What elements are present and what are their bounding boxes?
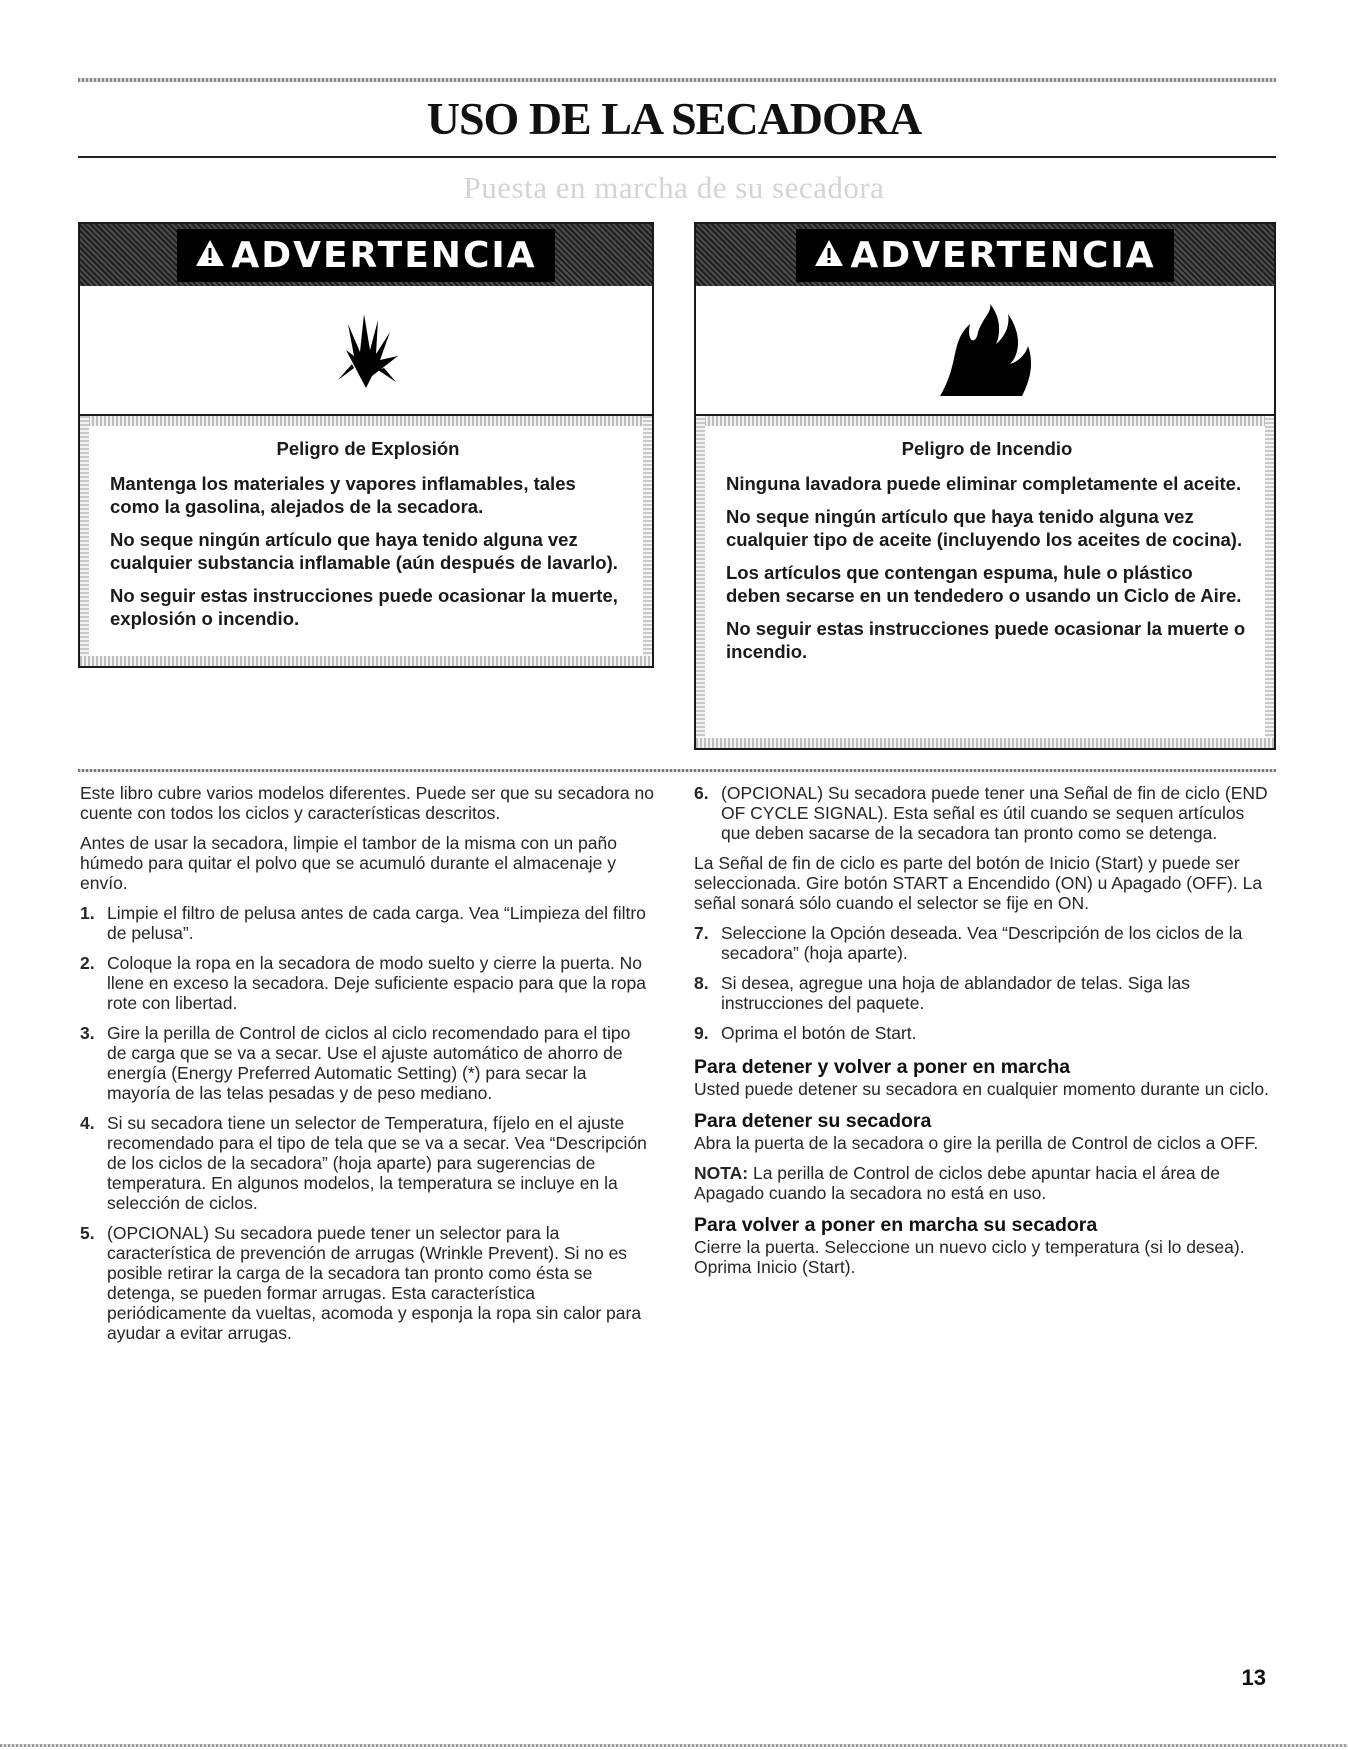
right-column	[694, 783, 1274, 1287]
hatch-side	[80, 416, 89, 666]
section-heading: Para detener y volver a poner en marcha	[694, 1056, 1071, 1078]
list-item	[80, 953, 654, 1013]
hazard-title: Peligro de Explosión	[276, 438, 460, 459]
page-number: 13	[1241, 1665, 1266, 1690]
list-item	[694, 783, 1274, 843]
list-number: 3.	[80, 1023, 95, 1043]
note-text: La perilla de Control de ciclos debe apuntar hacia el área de Apagado cuando la secadora no está en uso.	[694, 1163, 1220, 1203]
explosion-icon	[326, 310, 406, 390]
note-paragraph	[694, 1163, 1274, 1203]
list-text: Limpie el filtro de pelusa antes de cada carga. Vea “Limpieza del filtro de pelusa”.	[107, 903, 646, 943]
section-text: Usted puede detener su secadora en cualquier momento durante un ciclo.	[694, 1079, 1269, 1099]
list-text: Oprima el botón de Start.	[721, 1023, 917, 1043]
warning-paragraph: No seque ningún artículo que haya tenido alguna vez cualquier substancia inflamable (aún después de lavarlo).	[110, 529, 618, 573]
fire-icon	[930, 302, 1040, 398]
list-number: 6.	[694, 783, 709, 803]
list-text: (OPCIONAL) Su secadora puede tener una Señal de fin de ciclo (END OF CYCLE SIGNAL). Esta señal es útil cuando se sequen artículos que deben sacarse de la secadora tan pronto como se detenga.	[721, 783, 1268, 843]
hazard-icon-area	[696, 286, 1274, 416]
left-column	[80, 783, 654, 1353]
warning-label-text: ADVERTENCIA	[231, 234, 537, 276]
warning-label	[796, 229, 1173, 282]
hatch-band	[80, 656, 652, 666]
warning-paragraph: Los artículos que contengan espuma, hule o plástico deben secarse en un tendedero o usando un Ciclo de Aire.	[726, 562, 1242, 606]
warning-triangle-icon	[814, 235, 844, 276]
list-sub-paragraph: La Señal de fin de ciclo es parte del botón de Inicio (Start) y puede ser seleccionada. Gire botón START a Encendido (ON) u Apagado (OFF). La señal sonará sólo cuando el selector se fije en ON.	[694, 853, 1263, 913]
top-decorative-rule	[78, 78, 1276, 82]
warning-box-fire	[694, 222, 1276, 750]
section-text: Abra la puerta de la secadora o gire la perilla de Control de ciclos a OFF.	[694, 1133, 1259, 1153]
section-heading: Para volver a poner en marcha su secadora	[694, 1214, 1098, 1236]
section-divider	[78, 769, 1276, 772]
hatch-band	[696, 738, 1274, 748]
list-text: Si su secadora tiene un selector de Temperatura, fíjelo en el ajuste recomendado para el tipo de tela que se va a secar. Vea “Descripción de los ciclos de la secadora” (hoja aparte) para sugerencias de temperatura. En algunos modelos, la temperatura se incluye en la selección de ciclos.	[107, 1113, 647, 1213]
hatch-side	[696, 416, 705, 748]
hazard-title: Peligro de Incendio	[901, 438, 1073, 459]
bottom-decorative-rule	[0, 1744, 1348, 1747]
list-number: 7.	[694, 923, 709, 943]
warning-label-text: ADVERTENCIA	[850, 234, 1156, 276]
note-label: NOTA:	[694, 1163, 749, 1183]
hazard-icon-area	[80, 286, 652, 416]
hatch-side	[1265, 416, 1274, 748]
warning-body	[726, 432, 1248, 673]
hatch-band	[696, 416, 1274, 426]
page-title: USO DE LA SECADORA	[426, 93, 922, 144]
warning-paragraph: No seguir estas instrucciones puede ocasionar la muerte, explosión o incendio.	[110, 585, 618, 629]
warning-label	[177, 229, 554, 282]
list-text: Coloque la ropa en la secadora de modo suelto y cierre la puerta. No llene en exceso la secadora. Deje suficiente espacio para que la ropa rote con libertad.	[107, 953, 646, 1013]
warning-paragraph: No seque ningún artículo que haya tenido alguna vez cualquier tipo de aceite (incluyendo los aceites de cocina).	[726, 506, 1243, 550]
section-subtitle: Puesta en marcha de su secadora	[463, 170, 885, 205]
list-text: Seleccione la Opción deseada. Vea “Descripción de los ciclos de la secadora” (hoja aparte).	[721, 923, 1243, 963]
list-item	[694, 973, 1274, 1013]
warning-header	[80, 224, 652, 286]
list-item	[80, 1113, 654, 1213]
list-item	[80, 1023, 654, 1103]
list-number: 1.	[80, 903, 95, 923]
hatch-side	[643, 416, 652, 666]
warning-paragraph: Mantenga los materiales y vapores inflamables, tales como la gasolina, alejados de la secadora.	[110, 473, 576, 517]
section-text: Cierre la puerta. Seleccione un nuevo ciclo y temperatura (si lo desea). Oprima Inicio (Start).	[694, 1237, 1245, 1277]
list-number: 9.	[694, 1023, 709, 1043]
warning-body	[110, 432, 626, 640]
list-number: 5.	[80, 1223, 95, 1243]
list-text: Si desea, agregue una hoja de ablandador de telas. Siga las instrucciones del paquete.	[721, 973, 1190, 1013]
warning-paragraph: Ninguna lavadora puede eliminar completamente el aceite.	[726, 473, 1242, 494]
warning-box-explosion	[78, 222, 654, 668]
list-item	[694, 923, 1274, 963]
list-item	[80, 1223, 654, 1343]
list-text: Gire la perilla de Control de ciclos al ciclo recomendado para el tipo de carga que se va a secar. Use el ajuste automático de ahorro de energía (Energy Preferred Automatic Setting) (*) para secar la mayoría de las telas pesadas y de peso mediano.	[107, 1023, 631, 1103]
list-number: 2.	[80, 953, 95, 973]
intro-paragraph: Antes de usar la secadora, limpie el tambor de la misma con un paño húmedo para quitar el polvo que se acumuló durante el almacenaje y envío.	[80, 833, 617, 893]
list-text: (OPCIONAL) Su secadora puede tener un selector para la característica de prevención de arrugas (Wrinkle Prevent). Si no es posible retirar la carga de la secadora tan pronto como ésta se detenga, se pueden formar arrugas. Esta característica periódicamente da vueltas, acomoda y esponja la ropa sin calor para ayudar a evitar arrugas.	[107, 1223, 642, 1343]
intro-paragraph: Este libro cubre varios modelos diferentes. Puede ser que su secadora no cuente con todos los ciclos y características descritos.	[80, 783, 654, 823]
hatch-band	[80, 416, 652, 426]
warning-header	[696, 224, 1274, 286]
section-heading: Para detener su secadora	[694, 1110, 932, 1132]
list-number: 8.	[694, 973, 709, 993]
list-number: 4.	[80, 1113, 95, 1133]
list-item	[80, 903, 654, 943]
title-divider	[78, 156, 1276, 158]
list-item	[694, 1023, 1274, 1043]
warning-paragraph: No seguir estas instrucciones puede ocasionar la muerte o incendio.	[726, 618, 1246, 662]
warning-triangle-icon	[195, 235, 225, 276]
